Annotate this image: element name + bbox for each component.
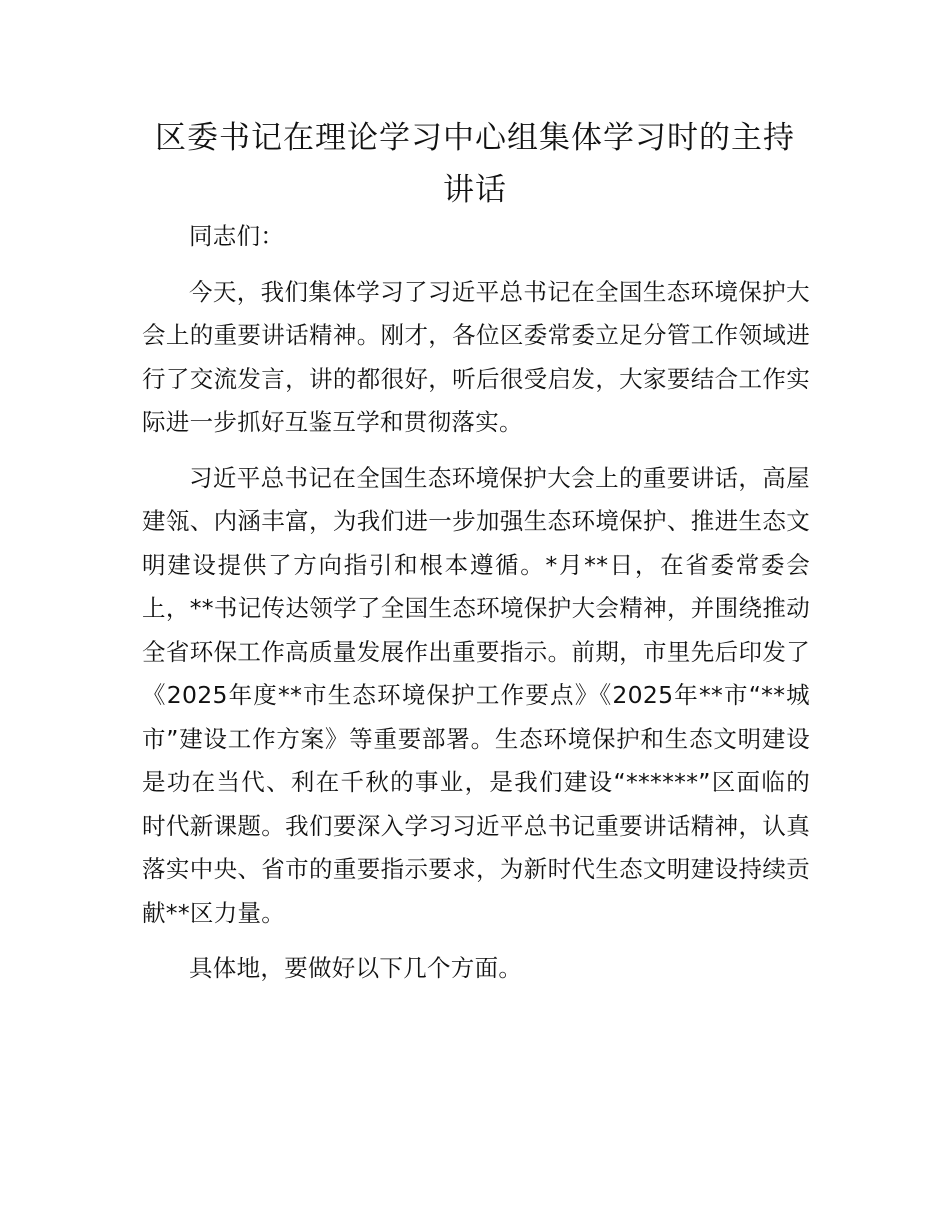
salutation-paragraph: 同志们： [189, 222, 285, 250]
document-title: 区委书记在理论学习中心组集体学习时的主持讲话 [155, 120, 795, 208]
body-paragraph: 习近平总书记在全国生态环境保护大会上的重要讲话，高屋建瓴、内涵丰富，为我们进一步加强生态环境保护、推进生态文明建设提供了方向指引和根本遵循。*月**日，在省委常委会上，**书记传达领学了全国生态环境保护大会精神，并围绕推动全省环保工作高质量发展作出重要指示。前期，市里先后印发了《2025年度**市生态环境保护工作要点》《2025年**市“**城市”建设工作方案》等重要部署。生态环境保护和生态文明建设是功在当代、利在千秋的事业，是我们建设“******”区面临的时代新课题。我们要深入学习习近平总书记重要讲话精神，认真落实中央、省市的重要指示要求，为新时代生态文明建设持续贡献**区力量。 [142, 463, 810, 927]
body-paragraph: 具体地，要做好以下几个方面。 [189, 954, 523, 982]
document-body [142, 215, 810, 991]
body-paragraph: 今天，我们集体学习了习近平总书记在全国生态环境保护大会上的重要讲话精神。刚才，各位区委常委立足分管工作领域进行了交流发言，讲的都很好，听后很受启发，大家要结合工作实际进一步抓好互鉴互学和贯彻落实。 [142, 277, 810, 436]
